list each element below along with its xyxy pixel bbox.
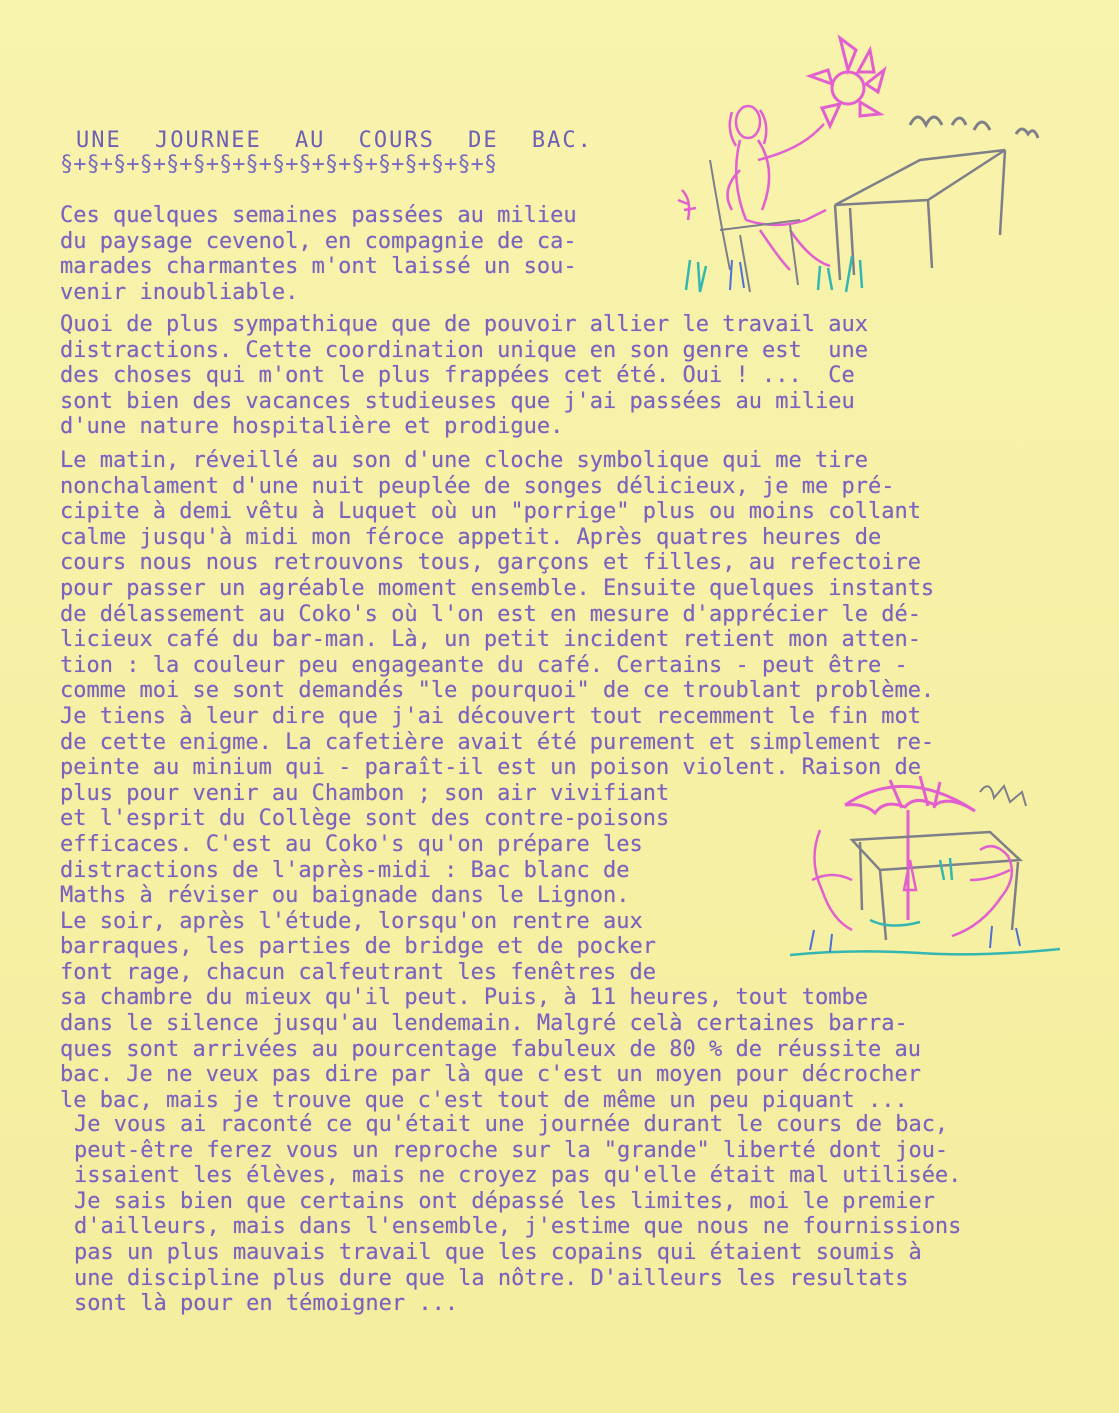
text-line: marades charmantes m'ont laissé un sou- xyxy=(60,254,577,280)
text-line: comme moi se sont demandés "le pourquoi" de ce troublant problème. xyxy=(60,678,935,704)
text-line: Je tiens à leur dire que j'ai découvert tout recemment le fin mot xyxy=(60,703,921,729)
document-title: UNE JOURNEE AU COURS DE BAC. xyxy=(76,128,593,153)
text-line: nonchalament d'une nuit peuplée de songes délicieux, je me pré- xyxy=(60,473,895,499)
text-line: distractions. Cette coordination unique en son genre est une xyxy=(60,337,868,363)
text-line: plus pour venir au Chambon ; son air vivifiant xyxy=(60,780,670,806)
text-line: licieux café du bar-man. Là, un petit incident retient mon atten- xyxy=(60,627,921,653)
title-underline: §+§+§+§+§+§+§+§+§+§+§+§+§+§+§+§+§ xyxy=(60,152,498,177)
text-line: d'ailleurs, mais dans l'ensemble, j'estime que nous ne fournissions xyxy=(74,1214,962,1240)
text-line: une discipline plus dure que la nôtre. D'ailleurs les resultats xyxy=(74,1265,909,1291)
text-line: des choses qui m'ont le plus frappées cet été. Oui ! ... Ce xyxy=(60,363,855,389)
text-line: cipite à demi vêtu à Luquet où un "porrige" plus ou moins collant xyxy=(60,499,921,525)
text-line: et l'esprit du Collège sont des contre-poisons xyxy=(60,806,670,832)
girl-figure-icon xyxy=(678,106,830,270)
text-line: efficaces. C'est au Coko's qu'on prépare les xyxy=(60,831,643,857)
text-line: pas un plus mauvais travail que les copains qui étaient soumis à xyxy=(74,1239,922,1265)
text-line: Le soir, après l'étude, lorsqu'on rentre aux xyxy=(60,908,643,934)
text-line: calme jusqu'à midi mon féroce appetit. Après quatres heures de xyxy=(60,524,882,550)
text-line: peut-être ferez vous un reproche sur la "grande" liberté dont jou- xyxy=(74,1137,949,1163)
text-line: Le matin, réveillé au son d'une cloche symbolique qui me tire xyxy=(60,448,868,473)
text-line: Je sais bien que certains ont dépassé les limites, moi le premier xyxy=(74,1188,935,1214)
text-line: ques sont arrivées au pourcentage fabuleux de 80 % de réussite au xyxy=(60,1036,921,1062)
text-line: sont bien des vacances studieuses que j'ai passées au milieu xyxy=(60,388,855,414)
text-line: peinte au minium qui - paraît-il est un poison violent. Raison de xyxy=(60,755,921,781)
paragraph-1 xyxy=(60,203,577,305)
text-line: de délassement au Coko's où l'on est en mesure d'apprécier le dé- xyxy=(60,601,921,627)
text-line: sont là pour en témoigner ... xyxy=(74,1291,459,1317)
grass-icon xyxy=(686,256,862,292)
text-line: dans le silence jusqu'au lendemain. Malgré celà certaines barra- xyxy=(60,1011,908,1037)
text-line: sa chambre du mieux qu'il peut. Puis, à 11 heures, tout tombe xyxy=(60,985,868,1011)
sun-icon xyxy=(810,38,884,126)
text-line: font rage, chacun calfeutrant les fenêtres de xyxy=(60,959,657,985)
text-line: de cette enigme. La cafetière avait été purement et simplement re- xyxy=(60,729,935,755)
text-line: pour passer un agréable moment ensemble. Ensuite quelques instants xyxy=(60,575,935,601)
text-line: le bac, mais je trouve que c'est tout de même un peu piquant ... xyxy=(60,1087,908,1113)
chair-icon xyxy=(710,160,800,292)
text-line: Ces quelques semaines passées au milieu xyxy=(60,203,577,228)
text-line: tion : la couleur peu engageante du café. Certains - peut être - xyxy=(60,652,908,678)
text-line: Je vous ai raconté ce qu'était une journée durant le cours de bac, xyxy=(74,1112,949,1137)
text-line: Maths à réviser ou baignade dans le Lignon. xyxy=(60,883,630,909)
text-line: cours nous nous retrouvons tous, garçons et filles, au refectoire xyxy=(60,550,921,576)
text-line: bac. Je ne veux pas dire par là que c'est un moyen pour décrocher xyxy=(60,1062,921,1088)
text-line: Quoi de plus sympathique que de pouvoir allier le travail aux xyxy=(60,312,868,337)
text-line: barraques, les parties de bridge et de pocker xyxy=(60,934,657,960)
text-line: d'une nature hospitalière et prodigue. xyxy=(60,414,564,440)
paragraph-2 xyxy=(60,312,868,440)
text-line: distractions de l'après-midi : Bac blanc de xyxy=(60,857,630,883)
text-line: issaient les élèves, mais ne croyez pas qu'elle était mal utilisée. xyxy=(74,1163,962,1189)
text-line: venir inoubliable. xyxy=(60,279,299,305)
sun-and-reclining-girl-drawing xyxy=(670,30,1050,310)
paragraph-3 xyxy=(60,448,934,1113)
flags-icon xyxy=(980,786,1026,806)
birds-icon xyxy=(910,117,1038,138)
text-line: du paysage cevenol, en compagnie de ca- xyxy=(60,228,577,254)
paragraph-4 xyxy=(74,1112,961,1317)
